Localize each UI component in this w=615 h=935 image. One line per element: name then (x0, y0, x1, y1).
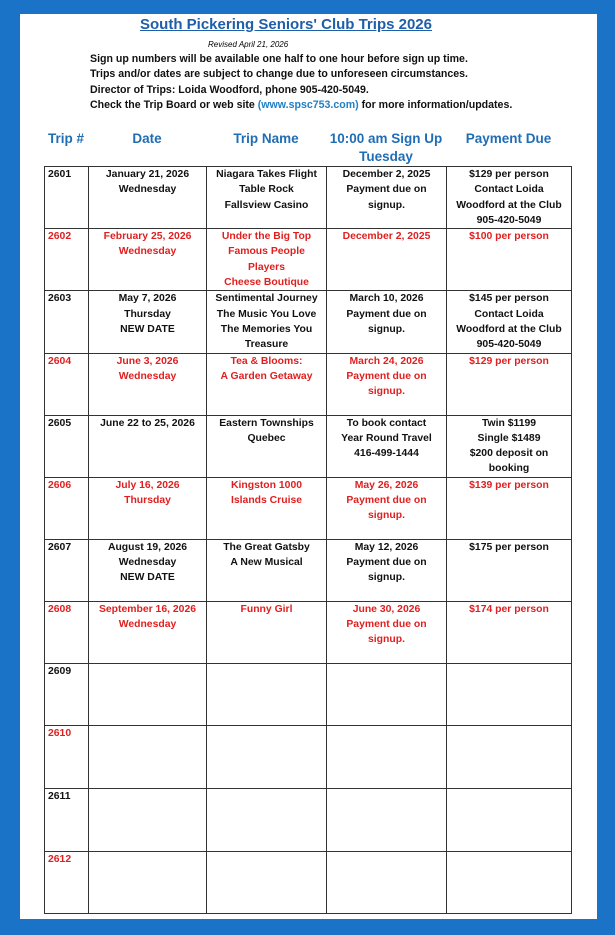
trip-date-cell (89, 353, 207, 415)
signup-line: Year Round Travel (341, 432, 432, 444)
trip-name-line: Cheese Boutique (224, 277, 309, 289)
notes-block (90, 52, 512, 114)
trip-date-line: June 22 to 25, 2026 (100, 417, 195, 429)
trip-number-cell: 2602 (45, 229, 89, 291)
signup-cell (327, 851, 447, 913)
payment-line: 905-420-5049 (476, 214, 542, 226)
trip-date-line: Wednesday (118, 246, 177, 258)
trip-date-line: Thursday (124, 308, 171, 320)
signup-cell (327, 663, 447, 725)
trip-date-cell (89, 291, 207, 353)
signup-cell (327, 477, 447, 539)
payment-cell (447, 291, 572, 353)
trip-name-cell (207, 415, 327, 477)
signup-line: signup. (368, 323, 405, 335)
trip-number-cell: 2607 (45, 539, 89, 601)
trip-date-cell (89, 725, 207, 788)
page-title: South Pickering Seniors' Club Trips 2026 (140, 16, 432, 33)
payment-line: $139 per person (469, 479, 549, 491)
signup-line: Payment due on (346, 370, 427, 382)
header-payment-due: Payment Due (465, 131, 552, 146)
trip-name-line: Fallsview Casino (224, 199, 309, 211)
payment-line: 905-420-5049 (476, 339, 542, 351)
trip-date-line: Wednesday (118, 557, 177, 569)
trip-number-cell: 2608 (45, 601, 89, 663)
trip-date-cell (89, 229, 207, 291)
trip-row-2609 (45, 663, 572, 725)
trip-name-line: Treasure (244, 339, 289, 351)
trip-date-line: Wednesday (118, 370, 177, 382)
trip-date-cell (89, 415, 207, 477)
payment-cell (447, 851, 572, 913)
signup-line: To book contact (346, 417, 427, 429)
trip-name-line: Sentimental Journey (215, 293, 318, 305)
signup-line: December 2, 2025 (342, 231, 431, 243)
signup-line: Payment due on (346, 557, 427, 569)
signup-cell (327, 167, 447, 229)
trip-row-2601 (45, 167, 572, 229)
trip-date-cell (89, 663, 207, 725)
trip-date-line: Wednesday (118, 184, 177, 196)
signup-cell (327, 788, 447, 851)
payment-cell (447, 539, 572, 601)
header-signup-time: 10:00 am Sign Up (329, 131, 443, 146)
trip-number-cell: 2604 (45, 353, 89, 415)
trip-name-line: Tea & Blooms: (230, 355, 303, 367)
trips-table (44, 166, 572, 914)
trip-name-cell (207, 851, 327, 913)
signup-line: March 24, 2026 (349, 355, 424, 367)
signup-line: June 30, 2026 (352, 603, 421, 615)
trip-row-2608 (45, 601, 572, 663)
trip-row-2611 (45, 788, 572, 851)
payment-line: Twin $1199 (481, 417, 537, 429)
payment-line: Contact Loida (474, 184, 544, 196)
signup-line: signup. (368, 634, 405, 646)
signup-cell (327, 229, 447, 291)
trip-date-line: Thursday (124, 495, 171, 507)
trip-date-cell (89, 851, 207, 913)
trip-number-cell: 2612 (45, 851, 89, 913)
trip-number-cell: 2606 (45, 477, 89, 539)
trip-date-line: Wednesday (118, 619, 177, 631)
trip-name-cell (207, 291, 327, 353)
trip-number-cell: 2611 (45, 788, 89, 851)
trip-row-2607 (45, 539, 572, 601)
payment-cell (447, 725, 572, 788)
trip-name-cell (207, 663, 327, 725)
signup-line: Payment due on (346, 184, 427, 196)
trip-name-line: The Memories You (220, 323, 313, 335)
note-subject-to-change: Trips and/or dates are subject to change due to unforeseen circumstances. (90, 68, 468, 81)
trip-date-line: NEW DATE (120, 323, 175, 335)
signup-line: December 2, 2025 (342, 169, 431, 180)
payment-line: $174 per person (469, 603, 549, 615)
signup-cell (327, 539, 447, 601)
trip-name-line: The Music You Love (216, 308, 317, 320)
signup-line: Payment due on (346, 619, 427, 631)
trip-name-line: A New Musical (230, 557, 303, 569)
signup-line: March 10, 2026 (349, 293, 424, 305)
trip-name-line: The Great Gatsby (223, 541, 310, 553)
revised-date: Revised April 21, 2026 (208, 40, 289, 49)
trip-name-line: Table Rock (239, 184, 294, 196)
website-link[interactable]: (www.spsc753.com) (257, 99, 359, 112)
payment-line: $200 deposit on (469, 448, 549, 460)
payment-line: Woodford at the Club (456, 323, 562, 335)
trip-row-2602 (45, 229, 572, 291)
payment-line: $129 per person (469, 169, 549, 180)
note-trip-board-pre: Check the Trip Board or web site (90, 99, 258, 112)
trip-name-line: A Garden Getaway (220, 370, 313, 382)
trip-row-2605 (45, 415, 572, 477)
signup-cell (327, 415, 447, 477)
trip-name-line: Funny Girl (240, 603, 293, 615)
trip-date-line: May 7, 2026 (118, 293, 177, 305)
trip-row-2612 (45, 851, 572, 913)
signup-line: Payment due on (346, 308, 427, 320)
trip-date-line: August 19, 2026 (107, 541, 188, 553)
trip-name-cell (207, 167, 327, 229)
trip-date-cell (89, 788, 207, 851)
signup-line: 416-499-1444 (354, 448, 419, 460)
signup-line: May 26, 2026 (354, 479, 419, 491)
signup-line: May 12, 2026 (354, 541, 419, 553)
trip-number-cell: 2603 (45, 291, 89, 353)
signup-line: signup. (368, 510, 405, 522)
signup-line: Payment due on (346, 495, 427, 507)
trip-name-line: Players (248, 261, 285, 273)
signup-cell (327, 601, 447, 663)
trip-name-cell (207, 788, 327, 851)
signup-cell (327, 725, 447, 788)
payment-line: Single $1489 (477, 432, 541, 444)
trip-name-cell (207, 725, 327, 788)
header-signup (326, 130, 446, 166)
trip-date-line: January 21, 2026 (105, 169, 190, 180)
trip-number-cell: 2609 (45, 663, 89, 725)
trip-row-2606 (45, 477, 572, 539)
trip-row-2603 (45, 291, 572, 353)
payment-cell (447, 601, 572, 663)
note-signup-numbers: Sign up numbers will be available one half to one hour before sign up time. (90, 53, 468, 65)
payment-line: Contact Loida (474, 308, 544, 320)
note-trip-board (90, 98, 512, 113)
trip-name-line: Famous People (228, 246, 305, 258)
note-trip-board-post: for more information/updates. (358, 99, 513, 112)
payment-line: $145 per person (469, 293, 549, 305)
signup-line: signup. (368, 199, 405, 211)
trip-name-line: Kingston 1000 (230, 479, 303, 491)
payment-line: booking (488, 463, 530, 475)
trip-number-cell: 2601 (45, 167, 89, 229)
trip-name-line: Quebec (247, 432, 286, 444)
trip-date-line: June 3, 2026 (116, 355, 179, 367)
trip-date-line: July 16, 2026 (115, 479, 180, 491)
trip-number-cell: 2605 (45, 415, 89, 477)
trip-date-line: NEW DATE (120, 572, 175, 584)
signup-cell (327, 353, 447, 415)
payment-cell (447, 477, 572, 539)
trip-row-2610 (45, 725, 572, 788)
header-signup-day: Tuesday (359, 149, 413, 164)
payment-cell (447, 353, 572, 415)
payment-line: $175 per person (469, 541, 549, 553)
payment-cell (447, 229, 572, 291)
trip-name-cell (207, 601, 327, 663)
header-trip-number: Trip # (47, 131, 84, 146)
trip-date-line: September 16, 2026 (98, 603, 197, 615)
trip-date-cell (89, 601, 207, 663)
trip-date-cell (89, 477, 207, 539)
payment-line: $100 per person (469, 231, 549, 243)
trip-name-line: Under the Big Top (221, 231, 312, 243)
header-date: Date (132, 131, 162, 146)
payment-line: $129 per person (469, 355, 549, 367)
trip-name-line: Islands Cruise (230, 495, 303, 507)
header-trip-name: Trip Name (233, 131, 299, 146)
trip-name-line: Niagara Takes Flight (216, 169, 317, 180)
signup-line: signup. (368, 386, 405, 398)
payment-cell (447, 788, 572, 851)
trip-name-cell (207, 353, 327, 415)
payment-cell (447, 415, 572, 477)
note-director: Director of Trips: Loida Woodford, phone 905-420-5049. (90, 83, 369, 96)
payment-cell (447, 663, 572, 725)
trip-date-line: February 25, 2026 (103, 231, 192, 243)
payment-cell (447, 167, 572, 229)
signup-cell (327, 291, 447, 353)
trip-number-cell: 2610 (45, 725, 89, 788)
trip-name-cell (207, 229, 327, 291)
signup-line: signup. (368, 572, 405, 584)
trip-name-line: Eastern Townships (219, 417, 314, 429)
trip-date-cell (89, 167, 207, 229)
trip-name-cell (207, 477, 327, 539)
payment-line: Woodford at the Club (456, 199, 562, 211)
trip-name-cell (207, 539, 327, 601)
trip-date-cell (89, 539, 207, 601)
trip-row-2604 (45, 353, 572, 415)
